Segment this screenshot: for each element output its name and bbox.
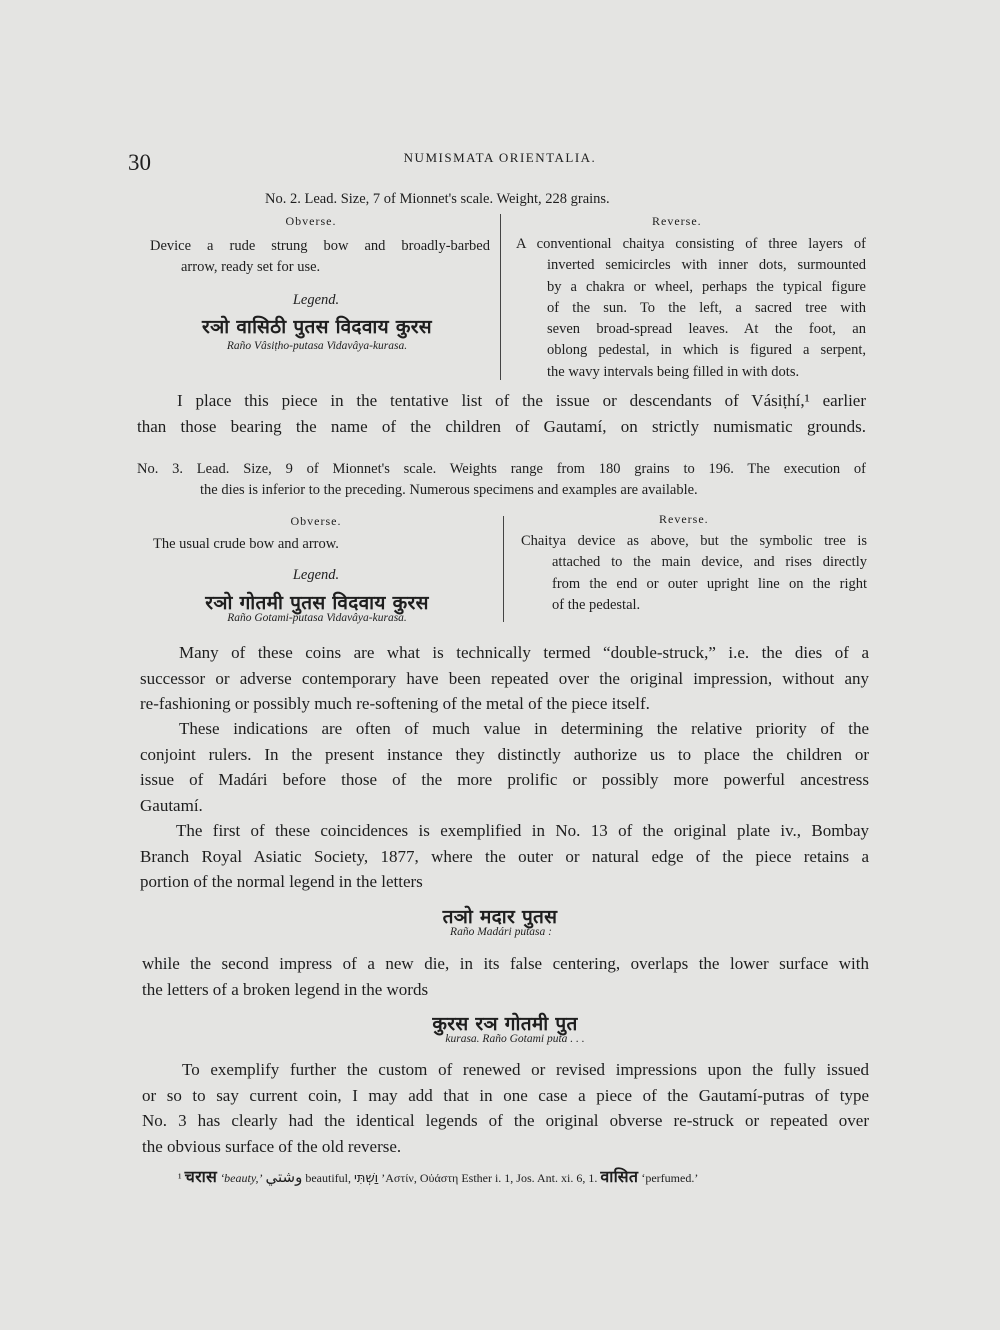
text-line: re-fashioning or possibly much re-softening of the metal of the piece itself. xyxy=(140,694,650,713)
footnote-greek: ’Αστίν, Οὐάστη xyxy=(381,1171,459,1185)
footnote-gloss-3: ‘perfumed.’ xyxy=(641,1171,699,1185)
text-line: inverted semicircles with inner dots, surmounted xyxy=(547,257,866,274)
no2-spec: No. 2. Lead. Size, 7 of Mionnet's scale. Weight, 228 grains. xyxy=(265,191,610,207)
paragraph-indications xyxy=(140,716,869,818)
text-line: I place this piece in the tentative list of the issue or descendants of Vásiṭhí,¹ earlier xyxy=(177,391,866,410)
text-line: Chaitya device as above, but the symbolic tree is xyxy=(521,533,867,549)
text-line: attached to the main device, and rises directly xyxy=(552,554,867,571)
text-line: These indications are often of much value in determining the relative priority of the xyxy=(179,719,869,738)
paragraph-first-coincidence xyxy=(140,818,869,895)
paragraph-placement xyxy=(137,388,866,439)
no2-reverse-heading: Reverse. xyxy=(652,214,702,228)
text-line: by a chakra or wheel, perhaps the typical figure xyxy=(547,278,866,295)
text-line: No. 3 has clearly had the identical legends of the original obverse re-struck or repeated over xyxy=(142,1111,869,1130)
text-line: Gautamí. xyxy=(140,795,203,815)
paragraph-exemplify xyxy=(142,1057,869,1159)
no2-legend-devanagari: रञो वासिठी पुतस विदवाय कुरस xyxy=(202,316,432,338)
text-line: or so to say current coin, I may add that in one case a piece of the Gautamí-putras of type xyxy=(142,1085,869,1105)
no3-spec xyxy=(137,459,866,502)
text-line: conjoint rulers. In the present instance they distinctly authorize us to place the children or xyxy=(140,744,869,764)
column-divider xyxy=(503,516,504,622)
text-line: of the sun. To the left, a sacred tree with xyxy=(547,299,866,316)
column-divider xyxy=(500,214,501,380)
footnote-devanagari-2: वासित xyxy=(600,1167,639,1186)
no3-reverse-heading: Reverse. xyxy=(659,512,709,526)
running-title: NUMISMATA ORIENTALIA. xyxy=(403,150,597,165)
footnote-hebrew: וַשְׁתִּי xyxy=(354,1171,379,1186)
no2-reverse-text xyxy=(516,234,866,383)
text-line: seven broad-spread leaves. At the foot, an xyxy=(547,321,866,338)
legend-broken-devanagari: कुरस रञ गोतमी पुत xyxy=(432,1013,578,1035)
text-line: To exemplify further the custom of renewed or revised impressions upon the fully issued xyxy=(182,1060,869,1079)
text-line: Branch Royal Asiatic Society, 1877, where the outer or natural edge of the piece retains a xyxy=(140,846,869,866)
text-line: The first of these coincidences is exemplified in No. 13 of the original plate iv., Bombay xyxy=(176,821,869,840)
legend-madari-translit: Raño Madári putasa : xyxy=(450,926,552,938)
text-line: than those bearing the name of the children of Gautamí, on strictly numismatic grounds. xyxy=(137,416,866,436)
paragraph-second-impress xyxy=(142,951,869,1002)
text-line: while the second impress of a new die, in its false centering, overlaps the lower surface with xyxy=(142,954,869,973)
text-line: the dies is inferior to the preceding. Numerous specimens and examples are available. xyxy=(200,482,698,499)
no3-legend-translit: Raño Gotami-putasa Vidavâya-kurasa. xyxy=(227,612,407,624)
text-line: issue of Madári before those of the more prolific or possibly more powerful ancestress xyxy=(140,770,869,789)
no2-obverse-heading: Obverse. xyxy=(285,214,337,228)
text-line: the letters of a broken legend in the words xyxy=(142,979,429,999)
no2-legend-heading: Legend. xyxy=(292,292,340,308)
text-line: No. 3. Lead. Size, 9 of Mionnet's scale. Weights range from 180 grains to 196. The execution of xyxy=(137,461,866,477)
text-line: arrow, ready set for use. xyxy=(181,259,321,276)
text-line: Many of these coins are what is technically termed “double-struck,” i.e. the dies of a xyxy=(179,643,869,662)
no2-legend-translit: Raño Vâsiṭho-putasa Vidavâya-kurasa. xyxy=(226,340,408,352)
footnote-gloss-1: ‘beauty,’ xyxy=(220,1171,263,1185)
text-line: Device a rude strung bow and broadly-barbed xyxy=(150,238,490,254)
paragraph-double-struck xyxy=(140,640,869,717)
no3-reverse-text xyxy=(521,531,867,616)
no3-obverse-heading: Obverse. xyxy=(290,514,342,528)
text-line: of the pedestal. xyxy=(552,596,641,613)
footnote-refs: Esther i. 1, Jos. Ant. xi. 6, 1. xyxy=(461,1171,598,1185)
legend-madari-devanagari: तञो मदार पुतस xyxy=(442,906,558,928)
footnote-gloss-2: beautiful, xyxy=(305,1171,352,1185)
text-line: A conventional chaitya consisting of three layers of xyxy=(516,236,866,252)
text-line: oblong pedestal, in which is figured a serpent, xyxy=(547,342,866,359)
text-line: the obvious surface of the old reverse. xyxy=(142,1136,402,1156)
footnote xyxy=(178,1165,698,1187)
no3-legend-heading: Legend. xyxy=(292,567,340,583)
no3-legend-devanagari: रञो गोतमी पुतस विदवाय कुरस xyxy=(205,592,429,614)
text-line: portion of the normal legend in the letters xyxy=(140,872,423,891)
footnote-marker: ¹ xyxy=(178,1171,182,1185)
legend-broken-translit: kurasa. Raño Gotami puta . . . xyxy=(445,1033,585,1045)
text-line: from the end or outer upright line on the right xyxy=(552,575,867,592)
footnote-persian: وشتي xyxy=(265,1168,303,1186)
text-line: successor or adverse contemporary have been repeated over the original impression, without any xyxy=(140,668,869,688)
no2-obverse-text xyxy=(150,236,490,279)
page-number: 30 xyxy=(128,150,151,175)
no3-obverse-text: The usual crude bow and arrow. xyxy=(153,536,339,552)
text-line: the wavy intervals being filled in with dots. xyxy=(547,363,800,380)
footnote-devanagari-1: चरास xyxy=(184,1167,218,1186)
